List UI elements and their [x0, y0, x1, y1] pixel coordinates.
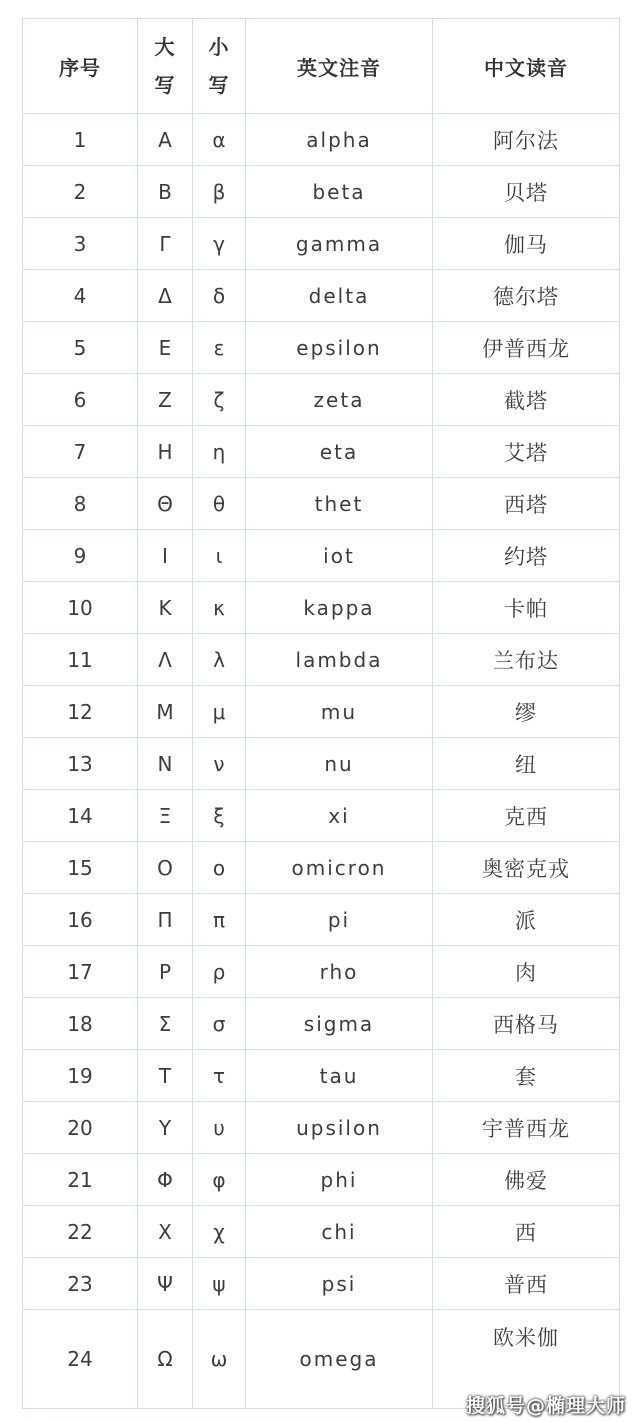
- cell-lowercase: λ: [193, 634, 246, 686]
- cell-english: thet: [246, 478, 433, 530]
- table-row: [23, 738, 620, 790]
- cell-index: 1: [23, 114, 138, 166]
- cell-lowercase: μ: [193, 686, 246, 738]
- cell-uppercase: Δ: [138, 270, 193, 322]
- table-body: [23, 114, 620, 1409]
- cell-uppercase: Ζ: [138, 374, 193, 426]
- header-uppercase-line-1: 大: [154, 35, 176, 59]
- cell-lowercase: γ: [193, 218, 246, 270]
- cell-chinese: 派: [433, 894, 620, 946]
- cell-uppercase: Β: [138, 166, 193, 218]
- cell-english: epsilon: [246, 322, 433, 374]
- cell-lowercase: ξ: [193, 790, 246, 842]
- cell-index: 20: [23, 1102, 138, 1154]
- cell-chinese: 西塔: [433, 478, 620, 530]
- header-lowercase-line-1: 小: [208, 35, 230, 59]
- cell-index: 7: [23, 426, 138, 478]
- cell-english: omicron: [246, 842, 433, 894]
- cell-chinese: 艾塔: [433, 426, 620, 478]
- cell-english: beta: [246, 166, 433, 218]
- cell-index: 22: [23, 1206, 138, 1258]
- cell-chinese: 西: [433, 1206, 620, 1258]
- cell-english: nu: [246, 738, 433, 790]
- cell-english: kappa: [246, 582, 433, 634]
- cell-chinese: 约塔: [433, 530, 620, 582]
- cell-english: omega: [246, 1310, 433, 1409]
- cell-lowercase: ι: [193, 530, 246, 582]
- cell-index: 3: [23, 218, 138, 270]
- cell-chinese: 克西: [433, 790, 620, 842]
- table-row: [23, 998, 620, 1050]
- cell-index: 21: [23, 1154, 138, 1206]
- cell-lowercase: κ: [193, 582, 246, 634]
- cell-uppercase: Π: [138, 894, 193, 946]
- cell-uppercase: Ο: [138, 842, 193, 894]
- table-row: [23, 894, 620, 946]
- cell-index: 18: [23, 998, 138, 1050]
- table-row: [23, 426, 620, 478]
- table-row: [23, 114, 620, 166]
- cell-uppercase: Σ: [138, 998, 193, 1050]
- cell-index: 23: [23, 1258, 138, 1310]
- cell-chinese: 德尔塔: [433, 270, 620, 322]
- cell-uppercase: Μ: [138, 686, 193, 738]
- table-row: [23, 582, 620, 634]
- cell-chinese: 阿尔法: [433, 114, 620, 166]
- header-uppercase-line-2: 写: [154, 73, 176, 97]
- cell-lowercase: α: [193, 114, 246, 166]
- watermark-text: 搜狐号@椭理大师: [465, 1395, 626, 1417]
- cell-index: 10: [23, 582, 138, 634]
- cell-english: rho: [246, 946, 433, 998]
- cell-uppercase: Κ: [138, 582, 193, 634]
- header-uppercase: [138, 19, 193, 114]
- cell-chinese: 普西: [433, 1258, 620, 1310]
- cell-chinese: 西格马: [433, 998, 620, 1050]
- cell-uppercase: Ξ: [138, 790, 193, 842]
- cell-lowercase: ζ: [193, 374, 246, 426]
- table-row: [23, 946, 620, 998]
- cell-english: alpha: [246, 114, 433, 166]
- cell-english: mu: [246, 686, 433, 738]
- cell-uppercase: Η: [138, 426, 193, 478]
- table-row: [23, 790, 620, 842]
- cell-chinese: 肉: [433, 946, 620, 998]
- cell-index: 19: [23, 1050, 138, 1102]
- cell-lowercase: π: [193, 894, 246, 946]
- cell-chinese: 截塔: [433, 374, 620, 426]
- cell-uppercase: Ι: [138, 530, 193, 582]
- cell-index: 6: [23, 374, 138, 426]
- table-row: [23, 1258, 620, 1310]
- table-row: [23, 270, 620, 322]
- table-row: [23, 218, 620, 270]
- cell-english: phi: [246, 1154, 433, 1206]
- cell-lowercase: ρ: [193, 946, 246, 998]
- table-row: [23, 166, 620, 218]
- cell-index: 8: [23, 478, 138, 530]
- cell-english: sigma: [246, 998, 433, 1050]
- cell-index: 16: [23, 894, 138, 946]
- cell-english: iot: [246, 530, 433, 582]
- cell-index: 24: [23, 1310, 138, 1409]
- cell-english: upsilon: [246, 1102, 433, 1154]
- cell-uppercase: Ν: [138, 738, 193, 790]
- table-row: [23, 322, 620, 374]
- cell-uppercase: Α: [138, 114, 193, 166]
- cell-chinese: 伊普西龙: [433, 322, 620, 374]
- cell-uppercase: Ρ: [138, 946, 193, 998]
- cell-index: 5: [23, 322, 138, 374]
- table-row: [23, 686, 620, 738]
- cell-lowercase: β: [193, 166, 246, 218]
- cell-index: 9: [23, 530, 138, 582]
- cell-english: delta: [246, 270, 433, 322]
- cell-english: pi: [246, 894, 433, 946]
- cell-index: 13: [23, 738, 138, 790]
- cell-lowercase: σ: [193, 998, 246, 1050]
- cell-lowercase: υ: [193, 1102, 246, 1154]
- cell-english: chi: [246, 1206, 433, 1258]
- cell-english: psi: [246, 1258, 433, 1310]
- cell-index: 4: [23, 270, 138, 322]
- cell-chinese: 兰布达: [433, 634, 620, 686]
- table-row: [23, 842, 620, 894]
- cell-uppercase: Ε: [138, 322, 193, 374]
- header-lowercase-line-2: 写: [208, 73, 230, 97]
- cell-chinese: 奥密克戎: [433, 842, 620, 894]
- cell-chinese: 欧米伽: [433, 1310, 620, 1409]
- table-row: [23, 478, 620, 530]
- cell-lowercase: φ: [193, 1154, 246, 1206]
- cell-chinese: 套: [433, 1050, 620, 1102]
- cell-lowercase: ε: [193, 322, 246, 374]
- greek-alphabet-table-container: [22, 18, 619, 1409]
- cell-english: zeta: [246, 374, 433, 426]
- cell-chinese: 伽马: [433, 218, 620, 270]
- cell-lowercase: ψ: [193, 1258, 246, 1310]
- cell-lowercase: ο: [193, 842, 246, 894]
- header-chinese-pronunciation: 中文读音: [433, 19, 620, 114]
- cell-english: gamma: [246, 218, 433, 270]
- cell-index: 11: [23, 634, 138, 686]
- cell-lowercase: η: [193, 426, 246, 478]
- cell-uppercase: Θ: [138, 478, 193, 530]
- cell-index: 12: [23, 686, 138, 738]
- table-row: [23, 1154, 620, 1206]
- cell-english: eta: [246, 426, 433, 478]
- cell-lowercase: χ: [193, 1206, 246, 1258]
- table-row: [23, 1206, 620, 1258]
- cell-chinese: 贝塔: [433, 166, 620, 218]
- cell-english: lambda: [246, 634, 433, 686]
- cell-lowercase: θ: [193, 478, 246, 530]
- cell-uppercase: Γ: [138, 218, 193, 270]
- cell-index: 14: [23, 790, 138, 842]
- header-index: 序号: [23, 19, 138, 114]
- cell-index: 17: [23, 946, 138, 998]
- table-row: [23, 1102, 620, 1154]
- cell-uppercase: Τ: [138, 1050, 193, 1102]
- cell-lowercase: ν: [193, 738, 246, 790]
- cell-chinese: 卡帕: [433, 582, 620, 634]
- header-english-pronunciation: 英文注音: [246, 19, 433, 114]
- cell-chinese: 佛爱: [433, 1154, 620, 1206]
- table-row: [23, 1050, 620, 1102]
- table-row: [23, 374, 620, 426]
- cell-lowercase: ω: [193, 1310, 246, 1409]
- greek-alphabet-table: [22, 18, 620, 1409]
- cell-english: tau: [246, 1050, 433, 1102]
- cell-uppercase: Υ: [138, 1102, 193, 1154]
- header-lowercase: [193, 19, 246, 114]
- cell-uppercase: Φ: [138, 1154, 193, 1206]
- table-row: [23, 634, 620, 686]
- cell-chinese: 缪: [433, 686, 620, 738]
- cell-uppercase: Ω: [138, 1310, 193, 1409]
- table-header-row: [23, 19, 620, 114]
- cell-lowercase: δ: [193, 270, 246, 322]
- cell-uppercase: Λ: [138, 634, 193, 686]
- cell-chinese: 纽: [433, 738, 620, 790]
- cell-uppercase: Χ: [138, 1206, 193, 1258]
- cell-index: 2: [23, 166, 138, 218]
- cell-uppercase: Ψ: [138, 1258, 193, 1310]
- cell-index: 15: [23, 842, 138, 894]
- table-row: [23, 530, 620, 582]
- cell-lowercase: τ: [193, 1050, 246, 1102]
- cell-chinese: 宇普西龙: [433, 1102, 620, 1154]
- cell-english: xi: [246, 790, 433, 842]
